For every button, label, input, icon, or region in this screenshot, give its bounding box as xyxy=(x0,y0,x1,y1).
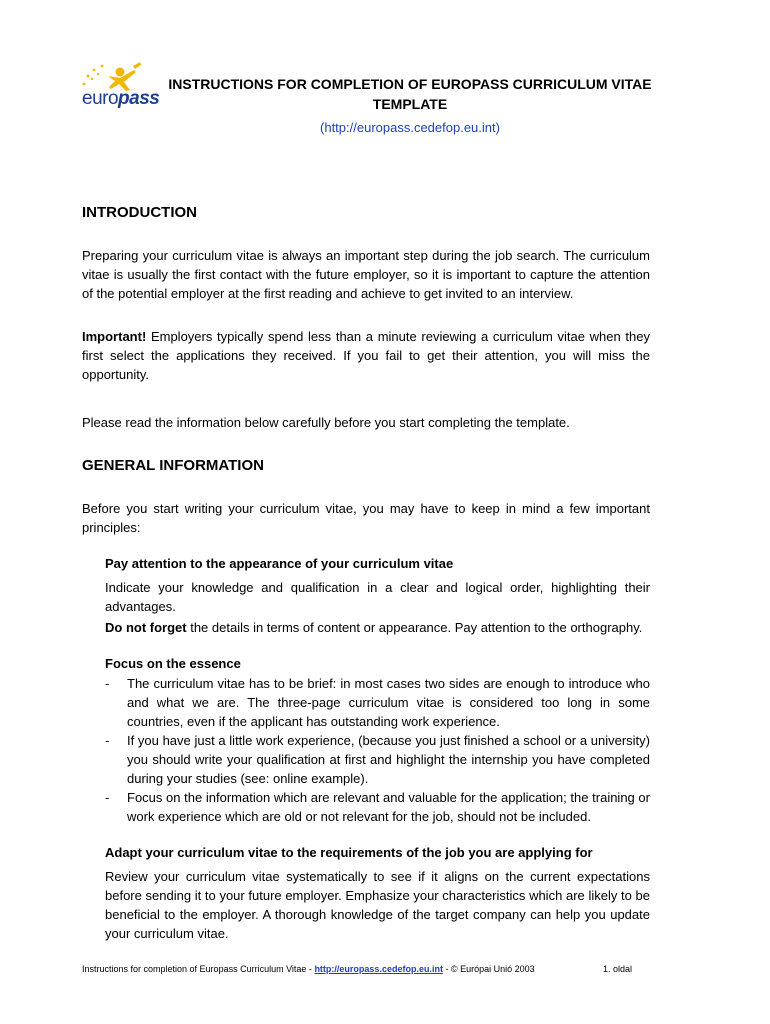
page-footer: Instructions for completion of Europass Curriculum Vitae - http://europass.cedefop.eu.int - © Európai Unió 2003 1. oldal xyxy=(82,964,632,974)
document-title xyxy=(160,74,660,138)
title-url[interactable]: (http://europass.cedefop.eu.int) xyxy=(320,120,500,135)
title-text: INSTRUCTIONS FOR COMPLETION OF EUROPASS CURRICULUM VITAE TEMPLATE xyxy=(168,76,652,112)
list-item: - The curriculum vitae has to be brief: in most cases two sides are enough to introduce who and what we are. The three-page curriculum vitae is considered too long in some countries, even if the applicant has outstanding work experience. xyxy=(105,676,650,729)
list-item: - Focus on the information which are relevant and valuable for the application; the training or work experience which are old or not relevant for the job, should not be included. xyxy=(105,790,650,824)
adapt-section xyxy=(82,843,650,943)
intro-paragraph-1: Preparing your curriculum vitae is always an important step during the job search. The curriculum vitae is usually the first contact with the future employer, so it is important to capture the attention of the potential employer at the first reading and achieve to get invited to an interview. xyxy=(82,248,650,301)
appearance-section xyxy=(82,554,650,637)
general-information-heading: GENERAL INFORMATION xyxy=(82,457,264,474)
important-label: Important! xyxy=(82,329,147,344)
appearance-paragraph-2: Do not forget the details in terms of content or appearance. Pay attention to the orthography. xyxy=(105,620,643,635)
intro-paragraph-3: Please read the information below carefully before you start completing the template. xyxy=(82,415,570,430)
essence-list xyxy=(105,674,650,826)
introduction-heading: INTRODUCTION xyxy=(82,204,197,221)
appearance-heading: Pay attention to the appearance of your curriculum vitae xyxy=(105,556,454,571)
footer-link[interactable]: http://europass.cedefop.eu.int xyxy=(314,964,443,974)
europass-logo xyxy=(78,62,170,116)
essence-heading: Focus on the essence xyxy=(105,656,241,671)
adapt-heading: Adapt your curriculum vitae to the requirements of the job you are applying for xyxy=(105,845,593,860)
europass-wordmark: europass xyxy=(82,88,160,109)
main-content xyxy=(82,203,650,943)
general-paragraph-1: Before you start writing your curriculum vitae, you may have to keep in mind a few important principles: xyxy=(82,501,650,535)
page-number: 1. oldal xyxy=(602,964,632,974)
list-item: - If you have just a little work experience, (because you just finished a school or a university) you should write your qualification at first and highlight the internship you have completed during your studies (see: online example). xyxy=(105,733,650,786)
intro-paragraph-2: Important! Employers typically spend less than a minute reviewing a curriculum vitae when they first select the applications they received. If you fail to get their attention, you will miss the opportunity. xyxy=(82,329,650,382)
essence-section xyxy=(82,654,650,826)
adapt-paragraph-1: Review your curriculum vitae systematically to see if it aligns on the current expectations before sending it to your future employer. Emphasize your characteristics which are likely to be beneficial to the employer. A thorough knowledge of the target company can help you update your curriculum vitae. xyxy=(105,869,650,941)
appearance-paragraph-1: Indicate your knowledge and qualification in a clear and logical order, highlighting their advantages. xyxy=(105,580,650,614)
